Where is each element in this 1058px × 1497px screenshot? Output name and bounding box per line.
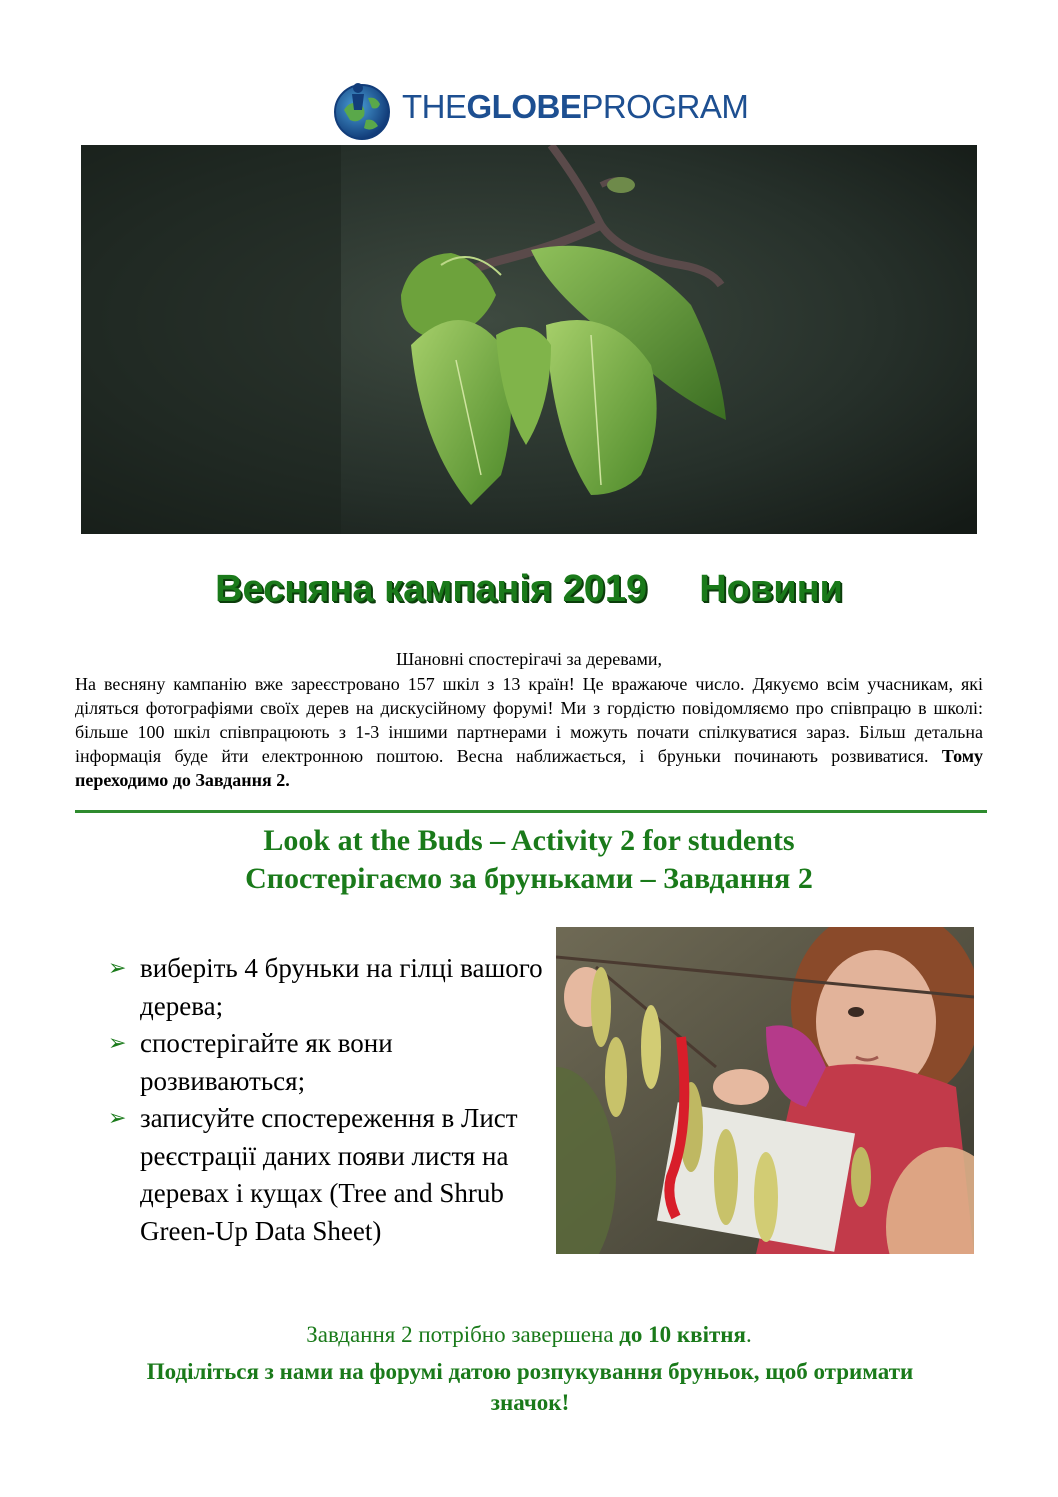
step-text: записуйте спостереження в Лист реєстрації даних появи листя на деревах і кущах (Tree and Shrub Green-Up Data Sheet) [140, 1103, 518, 1246]
globe-program-logo [330, 78, 749, 142]
step-text: виберіть 4 бруньки на гілці вашого дерева; [140, 953, 543, 1021]
title-campaign: Весняна кампанія 2019 [215, 568, 648, 610]
step-text: спостерігайте як вони розвиваються; [140, 1028, 393, 1096]
globe-logo-icon [330, 80, 394, 140]
activity-title-en: Look at the Buds – Activity 2 for students [263, 824, 795, 857]
deadline-line [0, 1322, 1058, 1348]
divider [75, 810, 987, 813]
logo-program: PROGRAM [581, 88, 749, 125]
share-forum-line: Поділіться з нами на форумі датою розпукування бруньок, щоб отримати значок! [146, 1359, 914, 1415]
logo-text [402, 88, 748, 126]
deadline-pre: Завдання 2 потрібно завершена [306, 1322, 614, 1347]
activity-steps-list [108, 950, 548, 1250]
arrow-bullet-icon: ➢ [108, 956, 127, 981]
intro-bold-end: Тому переходимо до Завдання 2. [75, 746, 984, 790]
deadline-date: до 10 квітня [619, 1322, 746, 1347]
title-news: Новини [699, 568, 843, 610]
greeting: Шановні спостерігачі за деревами, [395, 649, 663, 669]
children-catkins-photo-icon [556, 927, 974, 1254]
kids-observing-photo [556, 927, 974, 1254]
arrow-bullet-icon: ➢ [108, 1031, 127, 1056]
list-item [108, 1025, 548, 1100]
logo-globe-word: GLOBE [466, 88, 582, 125]
page-title [0, 568, 1058, 611]
hero-leaf-photo [81, 145, 977, 534]
activity-title-ua: Спостерігаємо за бруньками – Завдання 2 [245, 862, 813, 895]
intro-body: На весняну кампанію вже зареєстровано 157 шкіл з 13 країн! Це вражаюче число. Дякуємо всім учасникам, які діляться фотографіями своїх дерев на дискусійному форумі! Ми з гордістю повідомляємо про співпрацю в школі: більше 100 шкіл співпрацюють з 1-3 іншими партнерами і можуть почати спілкуватися зараз. Більш детальна інформація буде йти електронною поштою. Весна наближається, і бруньки починають розвиватися. [75, 674, 983, 766]
deadline-end: . [745, 1322, 752, 1347]
leaf-bud-photo-icon [81, 145, 977, 534]
list-item [108, 950, 548, 1025]
logo-the: THE [402, 88, 467, 125]
intro-paragraph [75, 672, 983, 792]
list-item [108, 1100, 548, 1250]
arrow-bullet-icon: ➢ [108, 1106, 127, 1131]
